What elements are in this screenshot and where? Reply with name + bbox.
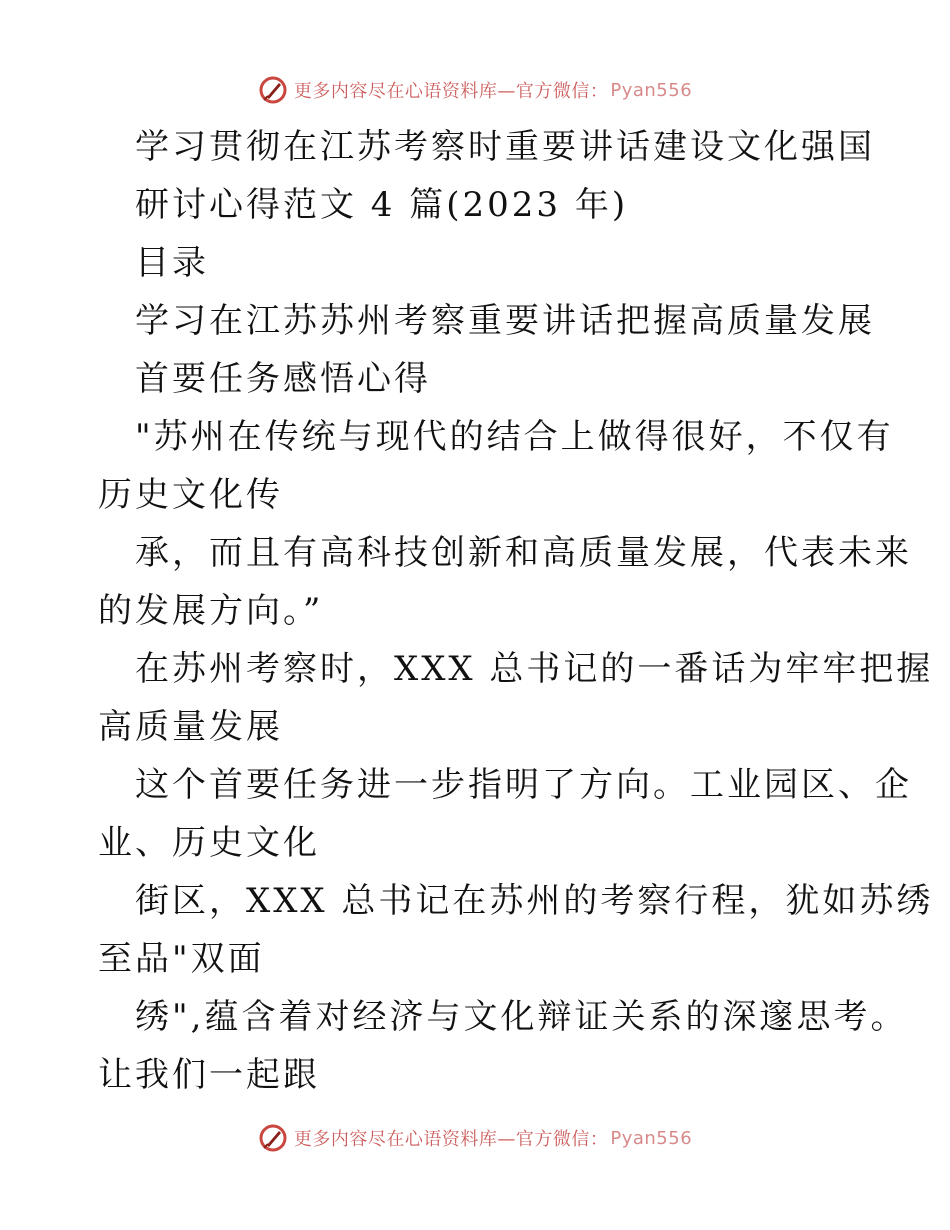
paragraph-5-line-1: 街区，XXX 总书记在苏州的考察行程，犹如苏绣: [135, 881, 934, 921]
paragraph-6-line-1: 绣",蕴含着对经济与文化辩证关系的深邃思考。: [135, 997, 908, 1037]
paragraph-4-line-1: 这个首要任务进一步指明了方向。工业园区、企: [135, 765, 912, 805]
document-title-line-2: 研讨心得范文 4 篇(2023 年): [135, 185, 629, 225]
watermark-text: 更多内容尽在心语资料库—官方微信：: [293, 81, 609, 102]
paragraph-2-line-2: 的发展方向。”: [98, 591, 324, 631]
toc-item-line-2: 首要任务感悟心得: [135, 359, 431, 399]
quill-circle-icon: [258, 75, 288, 105]
toc-heading: 目录: [135, 243, 209, 283]
watermark-wechat-id: Pyan556: [610, 1127, 693, 1149]
paragraph-3-line-2: 高质量发展: [98, 707, 283, 747]
paragraph-1-line-1: "苏州在传统与现代的结合上做得很好，不仅有: [135, 417, 894, 457]
watermark-text: 更多内容尽在心语资料库—官方微信：: [293, 1129, 609, 1150]
watermark-wechat-id: Pyan556: [610, 79, 693, 101]
footer-watermark: [0, 1118, 950, 1158]
document-title-line-1: 学习贯彻在江苏考察时重要讲话建设文化强国: [135, 127, 875, 167]
paragraph-4-line-2: 业、历史文化: [98, 823, 320, 863]
paragraph-1-line-2: 历史文化传: [98, 475, 283, 515]
quill-circle-icon: [258, 1123, 288, 1153]
header-watermark: [0, 70, 950, 110]
paragraph-3-line-1: 在苏州考察时，XXX 总书记的一番话为牢牢把握: [135, 649, 934, 689]
toc-item-line-1: 学习在江苏苏州考察重要讲话把握高质量发展: [135, 301, 875, 341]
paragraph-2-line-1: 承，而且有高科技创新和高质量发展，代表未来: [135, 533, 912, 573]
paragraph-5-line-2: 至品"双面: [98, 939, 265, 979]
paragraph-6-line-2: 让我们一起跟: [98, 1055, 320, 1095]
